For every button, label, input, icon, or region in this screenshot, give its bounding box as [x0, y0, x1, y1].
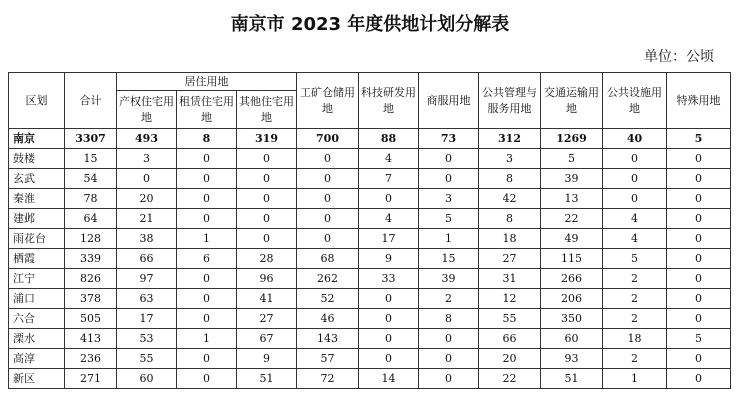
- table-cell: 0: [177, 369, 237, 389]
- table-cell: 9: [237, 349, 297, 369]
- table-cell: 49: [541, 229, 603, 249]
- table-cell: 12: [479, 289, 541, 309]
- table-cell: 67: [237, 329, 297, 349]
- table-cell: 0: [297, 229, 359, 249]
- table-cell: 88: [359, 129, 419, 149]
- table-row: [9, 349, 731, 369]
- land-supply-table: [8, 72, 731, 389]
- table-cell: 206: [541, 289, 603, 309]
- table-cell: 0: [177, 309, 237, 329]
- table-row-total: [9, 129, 731, 149]
- table-cell: 128: [65, 229, 117, 249]
- table-cell: 39: [541, 169, 603, 189]
- table-cell: 55: [117, 349, 177, 369]
- table-cell: 0: [359, 329, 419, 349]
- district-name: 秦淮: [9, 189, 65, 209]
- table-cell: 493: [117, 129, 177, 149]
- table-cell: 0: [667, 309, 731, 329]
- table-cell: 97: [117, 269, 177, 289]
- table-cell: 2: [603, 289, 667, 309]
- table-cell: 0: [667, 269, 731, 289]
- table-cell: 5: [603, 249, 667, 269]
- table-cell: 0: [667, 249, 731, 269]
- table-cell: 93: [541, 349, 603, 369]
- table-cell: 0: [177, 189, 237, 209]
- table-cell: 8: [479, 169, 541, 189]
- header-rental-residential: 租赁住宅用地: [177, 91, 237, 129]
- table-cell: 0: [237, 149, 297, 169]
- table-cell: 0: [667, 369, 731, 389]
- table-body: [9, 129, 731, 389]
- table-cell: 1269: [541, 129, 603, 149]
- table-cell: 378: [65, 289, 117, 309]
- header-special: 特殊用地: [667, 73, 731, 129]
- table-cell: 54: [65, 169, 117, 189]
- table-row: [9, 269, 731, 289]
- table-cell: 271: [65, 369, 117, 389]
- table-cell: 0: [297, 209, 359, 229]
- table-cell: 15: [419, 249, 479, 269]
- table-cell: 14: [359, 369, 419, 389]
- table-cell: 60: [541, 329, 603, 349]
- district-name: 雨花台: [9, 229, 65, 249]
- table-cell: 20: [117, 189, 177, 209]
- table-cell: 13: [541, 189, 603, 209]
- table-cell: 73: [419, 129, 479, 149]
- table-cell: 2: [603, 269, 667, 289]
- table-cell: 63: [117, 289, 177, 309]
- table-cell: 0: [419, 149, 479, 169]
- table-row: [9, 309, 731, 329]
- table-cell: 0: [297, 149, 359, 169]
- table-cell: 0: [237, 229, 297, 249]
- table-cell: 0: [419, 169, 479, 189]
- header-transport: 交通运输用地: [541, 73, 603, 129]
- table-cell: 42: [479, 189, 541, 209]
- table-cell: 96: [237, 269, 297, 289]
- table-cell: 0: [177, 289, 237, 309]
- table-cell: 236: [65, 349, 117, 369]
- table-row: [9, 149, 731, 169]
- table-cell: 57: [297, 349, 359, 369]
- table-cell: 2: [603, 349, 667, 369]
- table-cell: 17: [117, 309, 177, 329]
- district-name: 新区: [9, 369, 65, 389]
- district-name: 高淳: [9, 349, 65, 369]
- table-cell: 3: [419, 189, 479, 209]
- table-cell: 2: [603, 309, 667, 329]
- table-cell: 28: [237, 249, 297, 269]
- table-cell: 0: [419, 369, 479, 389]
- table-row: [9, 249, 731, 269]
- table-cell: 505: [65, 309, 117, 329]
- table-row: [9, 329, 731, 349]
- table-row: [9, 189, 731, 209]
- table-cell: 1: [603, 369, 667, 389]
- table-cell: 22: [541, 209, 603, 229]
- table-cell: 262: [297, 269, 359, 289]
- table-cell: 55: [479, 309, 541, 329]
- table-cell: 115: [541, 249, 603, 269]
- table-cell: 0: [237, 189, 297, 209]
- table-cell: 339: [65, 249, 117, 269]
- table-cell: 64: [65, 209, 117, 229]
- district-name: 南京: [9, 129, 65, 149]
- table-cell: 68: [297, 249, 359, 269]
- table-cell: 319: [237, 129, 297, 149]
- table-cell: 1: [177, 329, 237, 349]
- district-name: 玄武: [9, 169, 65, 189]
- table-cell: 66: [479, 329, 541, 349]
- table-cell: 2: [419, 289, 479, 309]
- table-cell: 18: [479, 229, 541, 249]
- table-cell: 0: [177, 349, 237, 369]
- page-title: 南京市 2023 年度供地计划分解表: [230, 14, 510, 35]
- table-cell: 51: [541, 369, 603, 389]
- table-cell: 53: [117, 329, 177, 349]
- table-cell: 3307: [65, 129, 117, 149]
- table-cell: 143: [297, 329, 359, 349]
- table-cell: 31: [479, 269, 541, 289]
- district-name: 六合: [9, 309, 65, 329]
- table-cell: 4: [359, 149, 419, 169]
- table-cell: 18: [603, 329, 667, 349]
- table-cell: 60: [117, 369, 177, 389]
- header-commercial: 商服用地: [419, 73, 479, 129]
- table-cell: 78: [65, 189, 117, 209]
- table-cell: 20: [479, 349, 541, 369]
- table-cell: 0: [603, 149, 667, 169]
- header-total: 合计: [65, 73, 117, 129]
- table-cell: 8: [177, 129, 237, 149]
- table-cell: 0: [297, 189, 359, 209]
- table-cell: 38: [117, 229, 177, 249]
- district-name: 建邺: [9, 209, 65, 229]
- table-cell: 0: [419, 349, 479, 369]
- header-public-service: 公共管理与服务用地: [479, 73, 541, 129]
- header-public-facility: 公共设施用地: [603, 73, 667, 129]
- table-cell: 5: [541, 149, 603, 169]
- district-name: 溧水: [9, 329, 65, 349]
- table-cell: 0: [359, 289, 419, 309]
- table-row: [9, 289, 731, 309]
- table-cell: 266: [541, 269, 603, 289]
- table-cell: 0: [667, 209, 731, 229]
- table-cell: 40: [603, 129, 667, 149]
- table-cell: 3: [479, 149, 541, 169]
- table-cell: 5: [667, 329, 731, 349]
- table-cell: 0: [359, 189, 419, 209]
- table-cell: 27: [479, 249, 541, 269]
- table-cell: 46: [297, 309, 359, 329]
- table-cell: 0: [603, 169, 667, 189]
- table-cell: 0: [237, 209, 297, 229]
- district-name: 鼓楼: [9, 149, 65, 169]
- table-cell: 413: [65, 329, 117, 349]
- table-cell: 6: [177, 249, 237, 269]
- table-row: [9, 229, 731, 249]
- table-cell: 0: [177, 209, 237, 229]
- table-cell: 1: [419, 229, 479, 249]
- table-cell: 5: [667, 129, 731, 149]
- table-cell: 0: [667, 349, 731, 369]
- district-name: 江宁: [9, 269, 65, 289]
- table-cell: 0: [419, 329, 479, 349]
- table-cell: 0: [297, 169, 359, 189]
- table-cell: 72: [297, 369, 359, 389]
- table-row: [9, 169, 731, 189]
- table-cell: 5: [419, 209, 479, 229]
- table-cell: 17: [359, 229, 419, 249]
- table-cell: 0: [177, 149, 237, 169]
- header-district: 区划: [9, 73, 65, 129]
- table-cell: 0: [667, 229, 731, 249]
- table-cell: 1: [177, 229, 237, 249]
- header-property-residential: 产权住宅用地: [117, 91, 177, 129]
- table-cell: 350: [541, 309, 603, 329]
- table-cell: 15: [65, 149, 117, 169]
- table-cell: 0: [237, 169, 297, 189]
- table-cell: 0: [667, 289, 731, 309]
- table-row: [9, 209, 731, 229]
- table-cell: 0: [667, 169, 731, 189]
- table-cell: 826: [65, 269, 117, 289]
- table-cell: 700: [297, 129, 359, 149]
- header-industrial: 工矿仓储用地: [297, 73, 359, 129]
- header-other-residential: 其他住宅用地: [237, 91, 297, 129]
- table-row: [9, 369, 731, 389]
- table-cell: 312: [479, 129, 541, 149]
- table-cell: 4: [359, 209, 419, 229]
- table-cell: 0: [359, 309, 419, 329]
- table-cell: 52: [297, 289, 359, 309]
- table-cell: 4: [603, 229, 667, 249]
- table-cell: 0: [177, 169, 237, 189]
- table-cell: 0: [117, 169, 177, 189]
- table-cell: 0: [603, 189, 667, 209]
- table-cell: 8: [419, 309, 479, 329]
- table-cell: 0: [177, 269, 237, 289]
- table-cell: 41: [237, 289, 297, 309]
- table-cell: 7: [359, 169, 419, 189]
- table-cell: 33: [359, 269, 419, 289]
- table-cell: 39: [419, 269, 479, 289]
- table-cell: 51: [237, 369, 297, 389]
- header-tech-rd: 科技研发用地: [359, 73, 419, 129]
- table-cell: 0: [667, 189, 731, 209]
- header-residential-group: 居住用地: [117, 73, 297, 91]
- table-cell: 0: [359, 349, 419, 369]
- district-name: 栖霞: [9, 249, 65, 269]
- district-name: 浦口: [9, 289, 65, 309]
- table-cell: 21: [117, 209, 177, 229]
- table-cell: 66: [117, 249, 177, 269]
- table-cell: 3: [117, 149, 177, 169]
- table-cell: 8: [479, 209, 541, 229]
- table-cell: 9: [359, 249, 419, 269]
- table-cell: 22: [479, 369, 541, 389]
- table-cell: 4: [603, 209, 667, 229]
- unit-label: 单位：公顷: [644, 49, 714, 65]
- table-cell: 0: [667, 149, 731, 169]
- table-cell: 27: [237, 309, 297, 329]
